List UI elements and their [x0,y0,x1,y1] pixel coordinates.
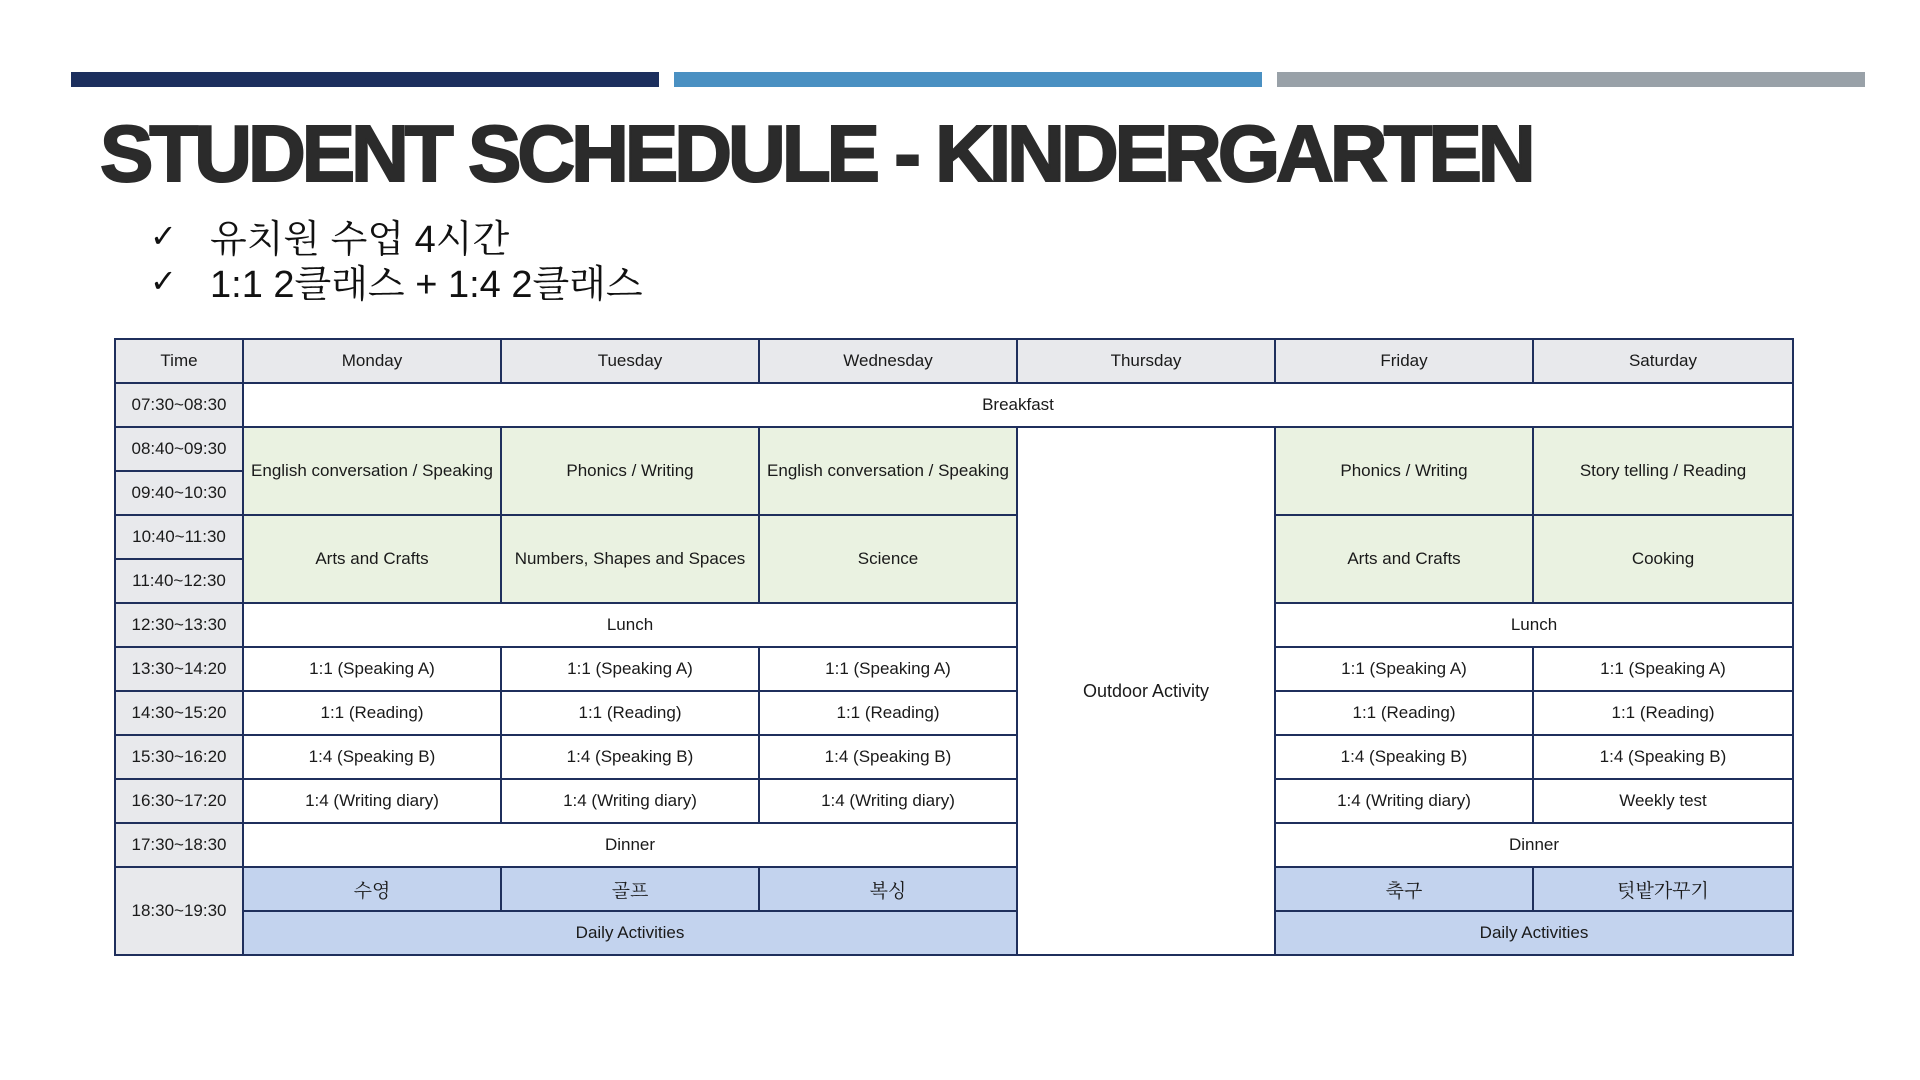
header-friday: Friday [1275,339,1533,383]
class-cell: 1:1 (Speaking A) [501,647,759,691]
checkmark-icon: ✓ [150,216,177,255]
bullet-item [150,258,643,306]
table-row [115,823,1793,867]
accent-bar-blue [674,72,1262,87]
time-cell: 18:30~19:30 [115,867,243,955]
time-cell: 14:30~15:20 [115,691,243,735]
class-cell: 1:1 (Speaking A) [1533,647,1793,691]
class-cell: 1:1 (Reading) [501,691,759,735]
class-cell: 1:4 (Writing diary) [759,779,1017,823]
bullet-text: 1:1 2클래스 + 1:4 2클래스 [210,264,643,306]
page-title: STUDENT SCHEDULE - KINDERGARTEN [100,109,1532,198]
table-row [115,647,1793,691]
bullet-text: 유치원 수업 4시간 [210,219,510,261]
activity-cell: 골프 [501,867,759,911]
class-cell: 1:1 (Reading) [1533,691,1793,735]
class-cell: Arts and Crafts [243,515,501,603]
header-time: Time [115,339,243,383]
class-cell: 1:1 (Reading) [1275,691,1533,735]
class-cell: 1:4 (Writing diary) [243,779,501,823]
class-cell: Numbers, Shapes and Spaces [501,515,759,603]
class-cell: English conversation / Speaking [759,427,1017,515]
time-cell: 13:30~14:20 [115,647,243,691]
activity-cell: 축구 [1275,867,1533,911]
class-cell: 1:4 (Speaking B) [243,735,501,779]
time-cell: 10:40~11:30 [115,515,243,559]
time-cell: 08:40~09:30 [115,427,243,471]
weekly-test-cell: Weekly test [1533,779,1793,823]
time-cell: 11:40~12:30 [115,559,243,603]
checkmark-icon: ✓ [150,261,177,300]
daily-activities-cell: Daily Activities [1275,911,1793,955]
activity-cell: 텃밭가꾸기 [1533,867,1793,911]
class-cell: 1:4 (Writing diary) [501,779,759,823]
accent-bar-gray [1277,72,1865,87]
time-cell: 15:30~16:20 [115,735,243,779]
schedule-table [114,338,1794,956]
time-cell: 12:30~13:30 [115,603,243,647]
activity-cell: 복싱 [759,867,1017,911]
table-row [115,427,1793,471]
table-row [115,735,1793,779]
activity-cell: 수영 [243,867,501,911]
class-cell: 1:1 (Reading) [759,691,1017,735]
class-cell: 1:4 (Speaking B) [1275,735,1533,779]
dinner-cell: Dinner [1275,823,1793,867]
class-cell: Arts and Crafts [1275,515,1533,603]
class-cell: 1:1 (Speaking A) [1275,647,1533,691]
class-cell: 1:4 (Speaking B) [759,735,1017,779]
lunch-cell: Lunch [243,603,1017,647]
table-row [115,383,1793,427]
header-saturday: Saturday [1533,339,1793,383]
table-row [115,911,1793,955]
class-cell: 1:4 (Speaking B) [1533,735,1793,779]
class-cell: 1:1 (Speaking A) [759,647,1017,691]
class-cell: Phonics / Writing [1275,427,1533,515]
header-thursday: Thursday [1017,339,1275,383]
thursday-outdoor-activity: Outdoor Activity [1017,427,1275,955]
header-tuesday: Tuesday [501,339,759,383]
class-cell: Phonics / Writing [501,427,759,515]
time-cell: 07:30~08:30 [115,383,243,427]
header-row [115,339,1793,383]
time-cell: 17:30~18:30 [115,823,243,867]
breakfast-cell: Breakfast [243,383,1793,427]
class-cell: 1:4 (Speaking B) [501,735,759,779]
table-row [115,603,1793,647]
class-cell: Cooking [1533,515,1793,603]
class-cell: English conversation / Speaking [243,427,501,515]
class-cell: 1:1 (Reading) [243,691,501,735]
accent-bar-navy [71,72,659,87]
lunch-cell: Lunch [1275,603,1793,647]
bullet-item [150,213,643,261]
class-cell: 1:1 (Speaking A) [243,647,501,691]
class-cell: 1:4 (Writing diary) [1275,779,1533,823]
table-row [115,691,1793,735]
table-row [115,515,1793,559]
header-wednesday: Wednesday [759,339,1017,383]
daily-activities-cell: Daily Activities [243,911,1017,955]
header-monday: Monday [243,339,501,383]
table-row [115,779,1793,823]
class-cell: Science [759,515,1017,603]
time-cell: 09:40~10:30 [115,471,243,515]
dinner-cell: Dinner [243,823,1017,867]
bullet-list [150,213,643,306]
table-row [115,867,1793,911]
class-cell: Story telling / Reading [1533,427,1793,515]
time-cell: 16:30~17:20 [115,779,243,823]
